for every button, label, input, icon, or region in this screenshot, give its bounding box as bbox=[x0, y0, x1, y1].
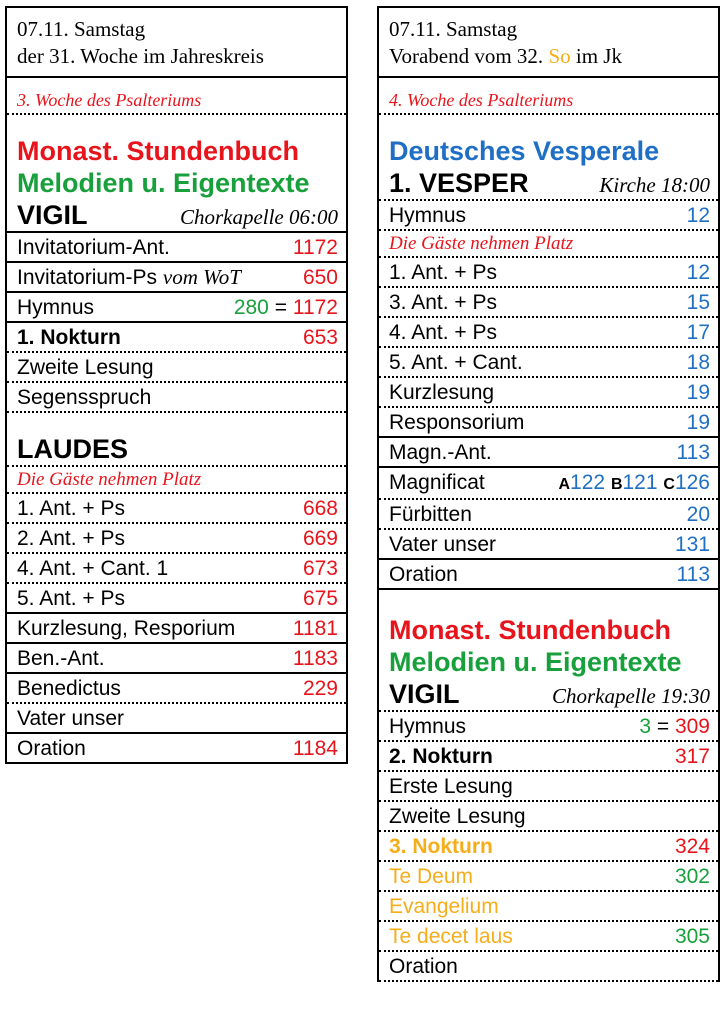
right-vigil-row-7: Te decet laus 305 bbox=[379, 922, 718, 952]
right-vesper-row-6: Responsorium 19 bbox=[379, 408, 718, 438]
right-book-melodien: Melodien u. Eigentexte bbox=[389, 647, 682, 677]
right-psalter-week: 4. Woche des Psalteriums bbox=[379, 78, 718, 115]
left-laudes-row-2: 2. Ant. + Ps 669 bbox=[7, 524, 346, 554]
right-book-stundenbuch: Monast. Stundenbuch bbox=[389, 615, 671, 645]
left-laudes-note: Die Gäste nehmen Platz bbox=[7, 467, 346, 494]
left-row-invit-ant: Invitatorium-Ant. 1172 bbox=[7, 233, 346, 263]
right-book-vesperale: Deutsches Vesperale bbox=[389, 136, 660, 166]
left-row-invit-ps: Invitatorium-Ps vom WoT 650 bbox=[7, 263, 346, 293]
left-week: der 31. Woche im Jahreskreis bbox=[17, 44, 264, 68]
left-laudes-row-5: Kurzlesung, Resporium 1181 bbox=[7, 614, 346, 644]
right-vigil-row-4: 3. Nokturn 324 bbox=[379, 832, 718, 862]
left-laudes-row-6: Ben.-Ant. 1183 bbox=[7, 644, 346, 674]
right-vesper-row-3: 4. Ant. + Ps 17 bbox=[379, 318, 718, 348]
right-vesper-row-1: 1. Ant. + Ps 12 bbox=[379, 258, 718, 288]
left-laudes-row-7: Benedictus 229 bbox=[7, 674, 346, 704]
left-header bbox=[7, 6, 346, 78]
left-row-nokturn: 1. Nokturn 653 bbox=[7, 323, 346, 353]
left-laudes-row-8: Vater unser bbox=[7, 704, 346, 734]
right-vesper-hymnus: Hymnus 12 bbox=[379, 201, 718, 231]
right-vesper-row-7: Magn.-Ant. 113 bbox=[379, 438, 718, 468]
left-laudes-row-4: 5. Ant. + Ps 675 bbox=[7, 584, 346, 614]
left-book-stundenbuch: Monast. Stundenbuch bbox=[17, 136, 299, 166]
right-vigil-row-6: Evangelium bbox=[379, 892, 718, 922]
left-laudes-title-row bbox=[7, 433, 346, 467]
right-vigil-title: VIGIL bbox=[389, 679, 460, 709]
right-header bbox=[379, 6, 718, 78]
left-row-hymnus: Hymnus 280 = 1172 bbox=[7, 293, 346, 323]
right-vigil-location: Chorkapelle 19:30 bbox=[551, 684, 710, 708]
right-vigil-row-2: Erste Lesung bbox=[379, 772, 718, 802]
left-laudes-title: LAUDES bbox=[17, 434, 129, 464]
left-vigil-title-row bbox=[7, 199, 346, 233]
left-row-segen: Segensspruch bbox=[7, 383, 346, 413]
right-vesper-row-2: 3. Ant. + Ps 15 bbox=[379, 288, 718, 318]
left-laudes-row-9: Oration 1184 bbox=[7, 734, 346, 764]
right-vigil-row-8: Oration bbox=[379, 952, 718, 982]
right-vesper-row-10: Vater unser 131 bbox=[379, 530, 718, 560]
left-row-lesung: Zweite Lesung bbox=[7, 353, 346, 383]
left-vigil-location: Chorkapelle 06:00 bbox=[179, 205, 338, 229]
right-vesper-location: Kirche 18:00 bbox=[599, 173, 710, 197]
right-vigil-row-5: Te Deum 302 bbox=[379, 862, 718, 892]
right-vesper-note: Die Gäste nehmen Platz bbox=[379, 231, 718, 258]
left-laudes-row-3: 4. Ant. + Cant. 1 673 bbox=[7, 554, 346, 584]
right-column bbox=[377, 6, 720, 982]
right-vigil-row-1: 2. Nokturn 317 bbox=[379, 742, 718, 772]
right-vesper-row-11: Oration 113 bbox=[379, 560, 718, 590]
right-vigil-row-3: Zweite Lesung bbox=[379, 802, 718, 832]
right-vesper-row-4: 5. Ant. + Cant. 18 bbox=[379, 348, 718, 378]
right-vesper-row-9: Fürbitten 20 bbox=[379, 500, 718, 530]
right-vorabend: Vorabend vom 32. So im Jk bbox=[389, 44, 622, 68]
left-vigil-title: VIGIL bbox=[17, 200, 88, 230]
right-vesper-title: 1. VESPER bbox=[389, 168, 529, 198]
left-date: 07.11. Samstag bbox=[17, 17, 146, 41]
right-vesper-row-5: Kurzlesung 19 bbox=[379, 378, 718, 408]
left-psalter-week: 3. Woche des Psalteriums bbox=[7, 78, 346, 115]
right-vigil-hymnus: Hymnus 3 = 309 bbox=[379, 712, 718, 742]
right-date: 07.11. Samstag bbox=[389, 17, 518, 41]
left-book-melodien: Melodien u. Eigentexte bbox=[17, 168, 310, 198]
left-laudes-row-1: 1. Ant. + Ps 668 bbox=[7, 494, 346, 524]
right-vesper-title-row bbox=[379, 167, 718, 201]
right-vesper-row-8: Magnificat A122 B121 C126 bbox=[379, 468, 718, 500]
right-vigil-title-row bbox=[379, 678, 718, 712]
left-column bbox=[5, 6, 348, 764]
